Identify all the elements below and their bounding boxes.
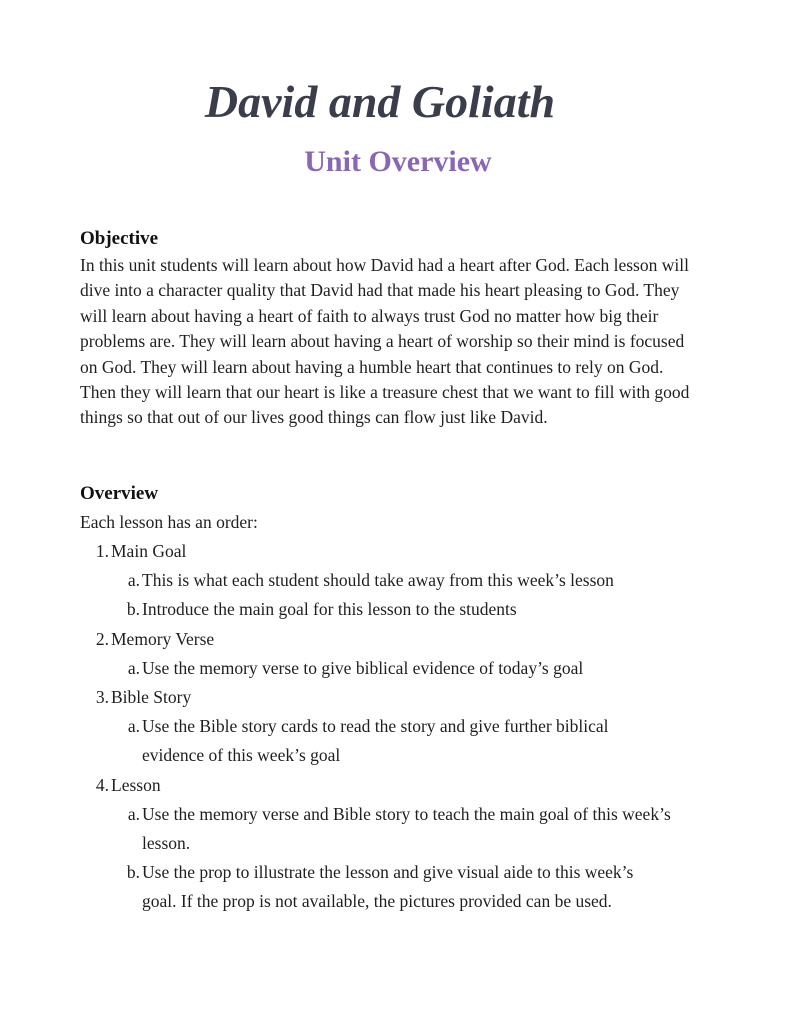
sub-list-item-letter: b. [126, 599, 140, 620]
overview-heading: Overview [80, 483, 159, 504]
list-item-number: 4. [95, 774, 109, 795]
sub-list-item [0, 858, 794, 916]
sub-list-item [0, 566, 794, 595]
sub-list-item-text: This is what each student should take away from this week’s lesson [142, 570, 614, 591]
list-item-number: 3. [95, 687, 109, 708]
overview-intro: Each lesson has an order: [80, 512, 258, 532]
sub-list-item-text: Use the memory verse to give biblical evidence of today’s goal [142, 657, 584, 678]
list-item [0, 683, 794, 712]
list-item-label: Lesson [111, 774, 161, 795]
sub-list-item [0, 800, 794, 858]
list-item-label: Memory Verse [111, 628, 215, 649]
sub-list-item-letter: a. [127, 803, 140, 824]
document-subtitle: Unit Overview [304, 145, 492, 178]
sub-list-item-text: Introduce the main goal for this lesson to the students [142, 599, 517, 620]
list-item [0, 537, 794, 566]
sub-list-item [0, 595, 794, 624]
list-item-number: 2. [95, 628, 109, 649]
list-item-number: 1. [95, 541, 109, 561]
list-item-label: Bible Story [111, 687, 192, 708]
sub-list-item-letter: a. [127, 657, 140, 678]
lesson-order-list [0, 537, 794, 917]
sub-list-item-text: Use the Bible story cards to read the story and give further biblical evidence of this week’s goal [142, 716, 609, 766]
sub-list-item-text: Use the prop to illustrate the lesson and give visual aide to this week’s goal. If the prop is not available, the pictures provided can be used. [142, 862, 634, 912]
document-title: David and Goliath [204, 76, 556, 127]
list-item [0, 625, 794, 654]
sub-list-item [0, 654, 794, 683]
sub-list-item [0, 712, 794, 770]
list-item [0, 771, 794, 800]
sub-list-item-letter: b. [126, 862, 140, 883]
objective-heading: Objective [80, 228, 159, 249]
list-item-label: Main Goal [111, 541, 187, 561]
sub-list-item-letter: a. [127, 570, 140, 591]
objective-paragraph: In this unit students will learn about how David had a heart after God. Each lesson will dive into a character quality that David had that made his heart pleasing to God. They will learn about having a heart of faith to always trust God no matter how big their problems are. They will learn about having a heart of worship so their mind is focused on God. They will learn about having a humble heart that continues to rely on God. Then they will learn that our heart is like a treasure chest that we want to fill with good things so that out of our lives good things can flow just like David. [80, 255, 690, 428]
sub-list-item-letter: a. [127, 716, 140, 737]
sub-list-item-text: Use the memory verse and Bible story to teach the main goal of this week’s lesson. [142, 803, 671, 854]
